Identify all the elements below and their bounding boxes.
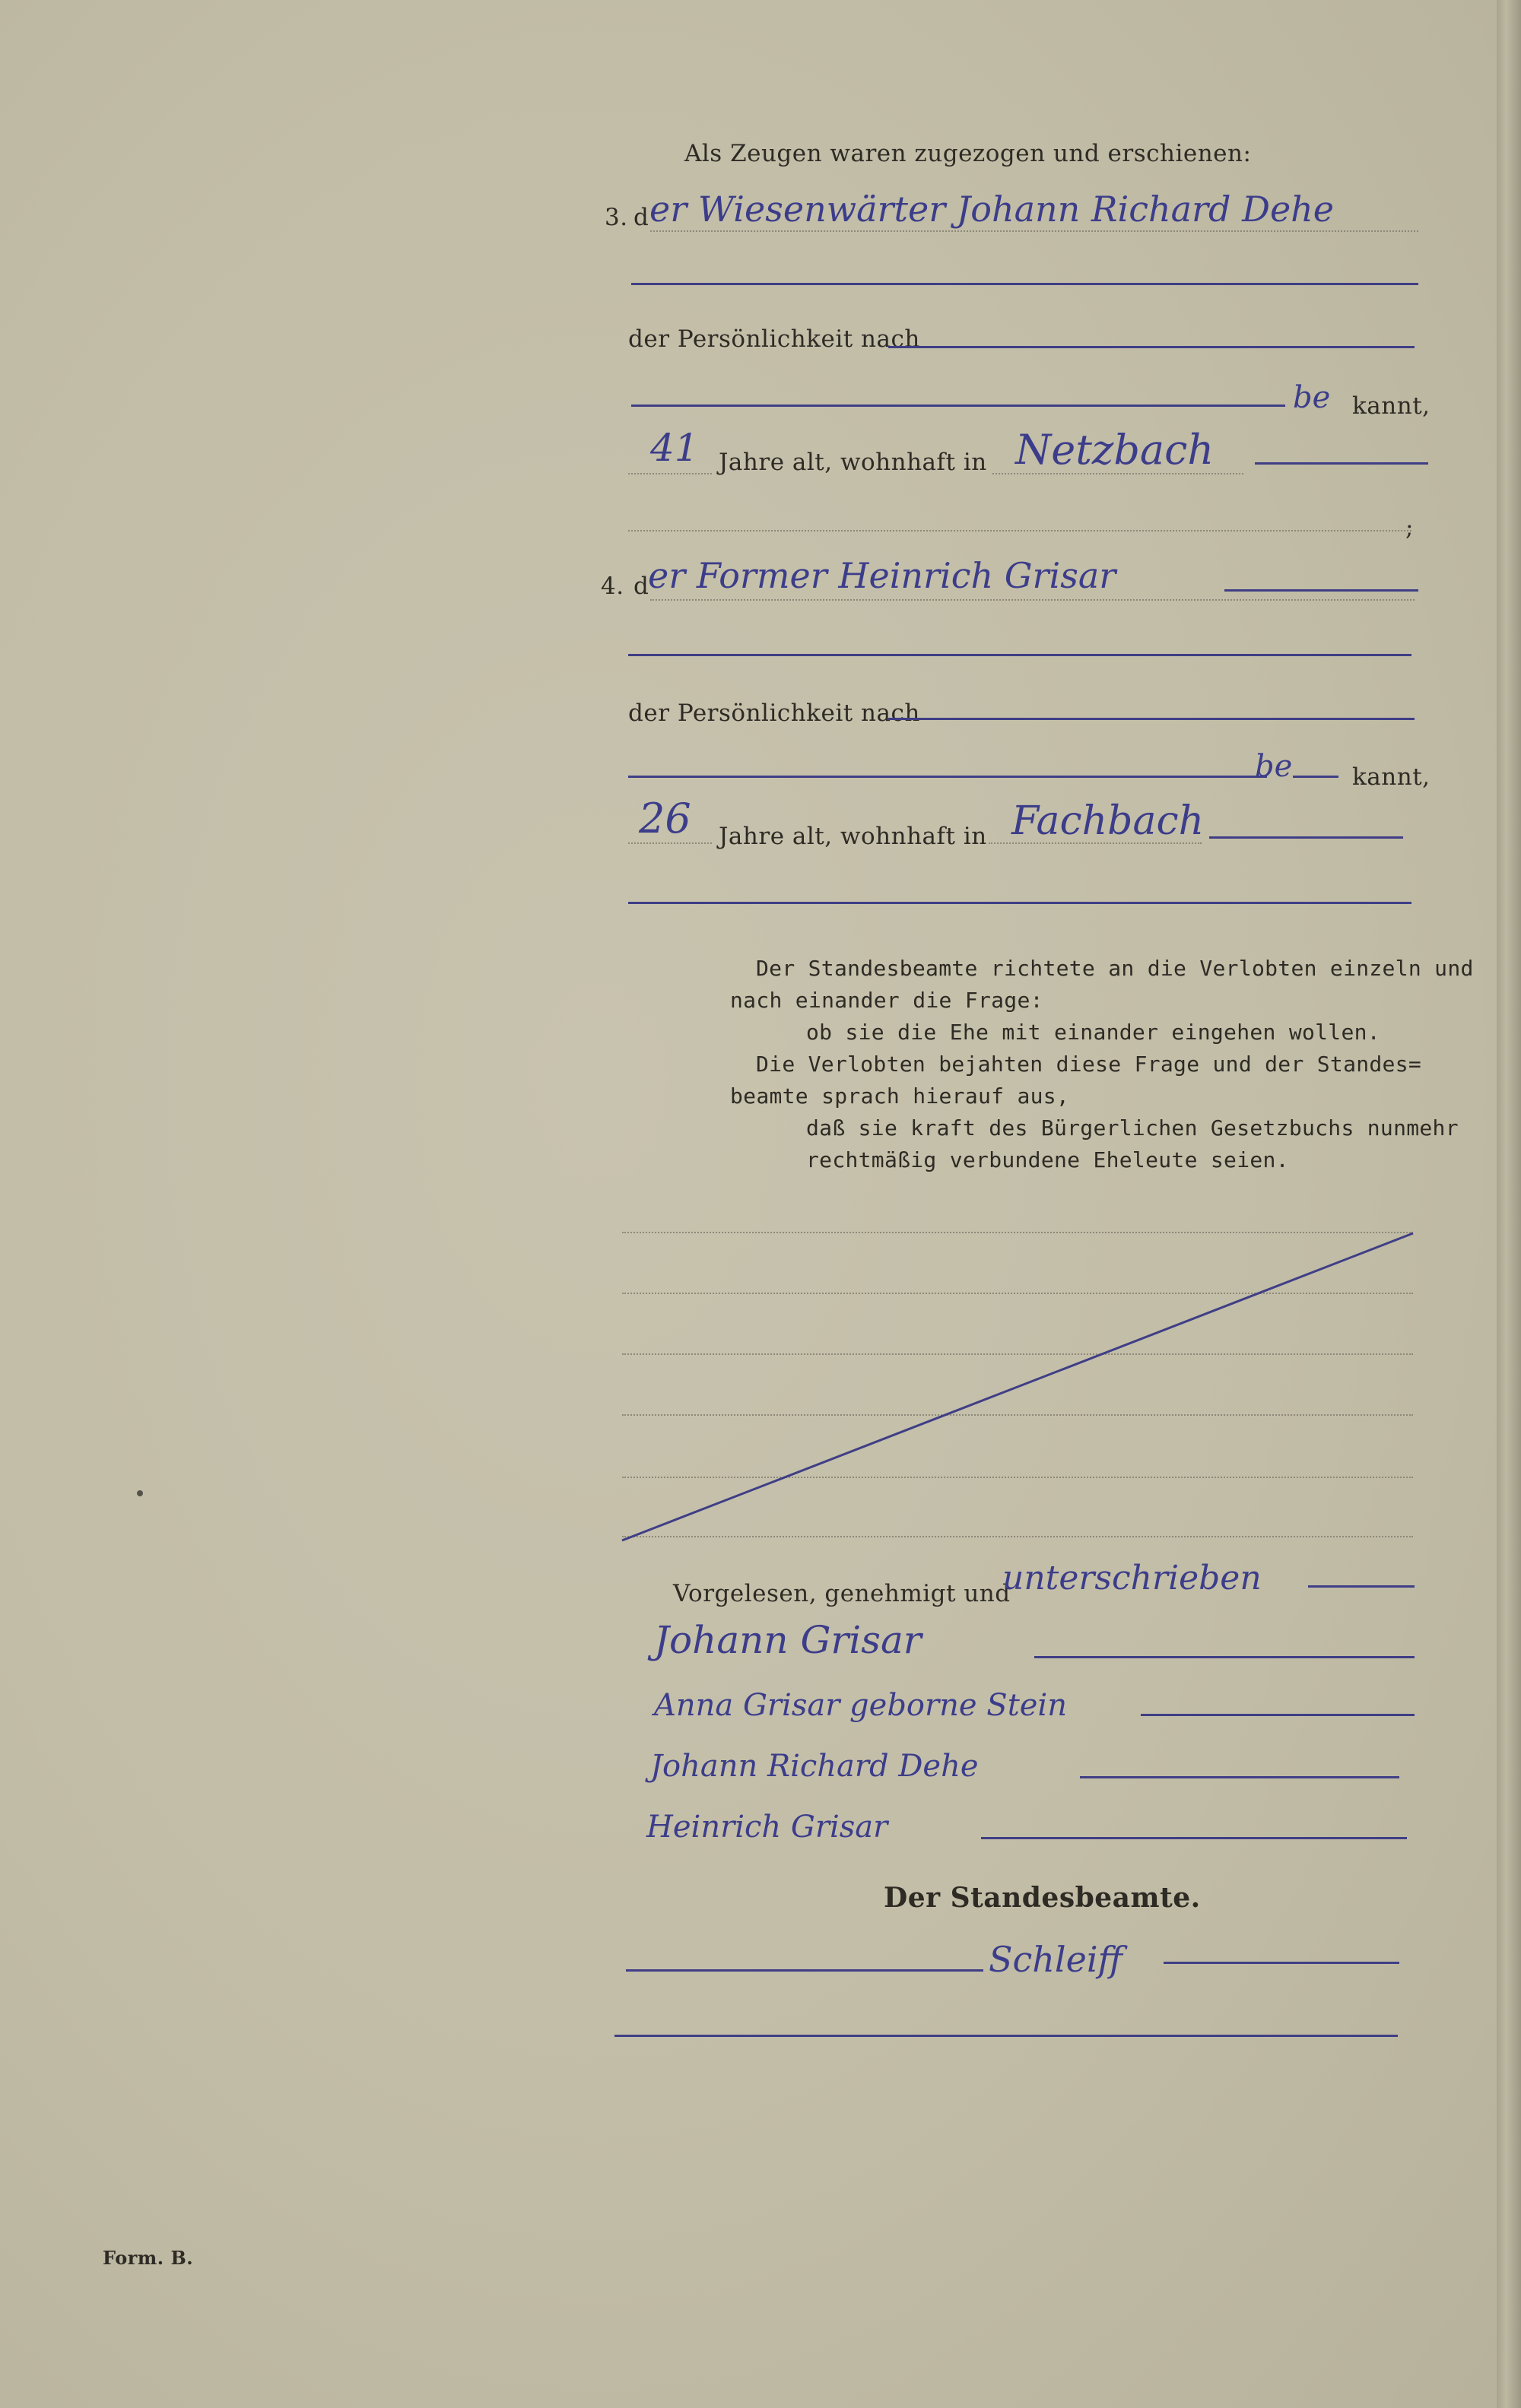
read-approved-label: Vorgelesen, genehmigt und (673, 1580, 1011, 1607)
witness-3-person-label: der Persönlichkeit nach (628, 325, 920, 353)
witness-3-known-suffix: kannt, (1352, 392, 1431, 420)
ink-rule (981, 1837, 1407, 1839)
ink-rule (1164, 1962, 1399, 1964)
witness-4-residence: Fachbach (1011, 798, 1205, 844)
read-approved-handwritten: unterschrieben (1002, 1559, 1262, 1597)
witness-3-residence: Netzbach (1015, 426, 1215, 474)
official-signature: Schleiff (989, 1939, 1123, 1980)
witnesses-heading: Als Zeugen waren zugezogen und erschienen: (684, 140, 1252, 167)
signature-3: Johann Richard Dehe (650, 1749, 979, 1784)
ink-rule (626, 1969, 983, 1972)
ink-rule (1141, 1714, 1415, 1716)
signature-1: Johann Grisar (654, 1618, 922, 1662)
ceremony-line: Die Verlobten bejahten diese Frage und der Standes= (756, 1052, 1422, 1077)
official-title: Der Standesbeamte. (884, 1882, 1201, 1914)
witness-4-person-label: der Persönlichkeit nach (628, 700, 920, 727)
witness-3-known-handwritten: be (1293, 380, 1331, 415)
witness-4-known-handwritten: be (1255, 749, 1293, 784)
ceremony-line: Der Standesbeamte richtete an die Verlobten einzeln und (756, 956, 1474, 981)
witness-3-prefix: d (633, 204, 649, 231)
witness-4-age-label: Jahre alt, wohnhaft in (719, 823, 987, 850)
witness-4-age: 26 (639, 795, 691, 842)
ink-rule (614, 2035, 1398, 2037)
witness-3-age-label: Jahre alt, wohnhaft in (719, 449, 987, 476)
ink-rule (1308, 1585, 1415, 1588)
ink-rule (1080, 1776, 1399, 1778)
witness-4-handwritten-name: er Former Heinrich Grisar (648, 555, 1116, 596)
witness-3-age: 41 (650, 426, 699, 470)
page-edge (1497, 0, 1521, 2408)
witness-3-semicolon: ; (1405, 514, 1414, 541)
signature-2: Anna Grisar geborne Stein (654, 1688, 1067, 1723)
paper-speck (137, 1490, 143, 1496)
ceremony-line: ob sie die Ehe mit einander eingehen wollen. (806, 1020, 1380, 1045)
witness-4-prefix: d (633, 573, 649, 600)
witness-4-number: 4. (601, 573, 624, 600)
ceremony-line: nach einander die Frage: (730, 988, 1043, 1013)
signature-4: Heinrich Grisar (646, 1810, 888, 1845)
ceremony-line: daß sie kraft des Bürgerlichen Gesetzbuchs nunmehr (806, 1115, 1459, 1141)
form-label: Form. B. (103, 2247, 194, 2269)
witness-3-handwritten-name: er Wiesenwärter Johann Richard Dehe (649, 189, 1335, 230)
ceremony-line: rechtmäßig verbundene Eheleute seien. (806, 1147, 1289, 1172)
ink-rule (1034, 1656, 1415, 1658)
witness-3-number: 3. (605, 204, 628, 231)
witness-4-known-suffix: kannt, (1352, 763, 1431, 791)
ceremony-line: beamte sprach hierauf aus, (730, 1083, 1070, 1109)
